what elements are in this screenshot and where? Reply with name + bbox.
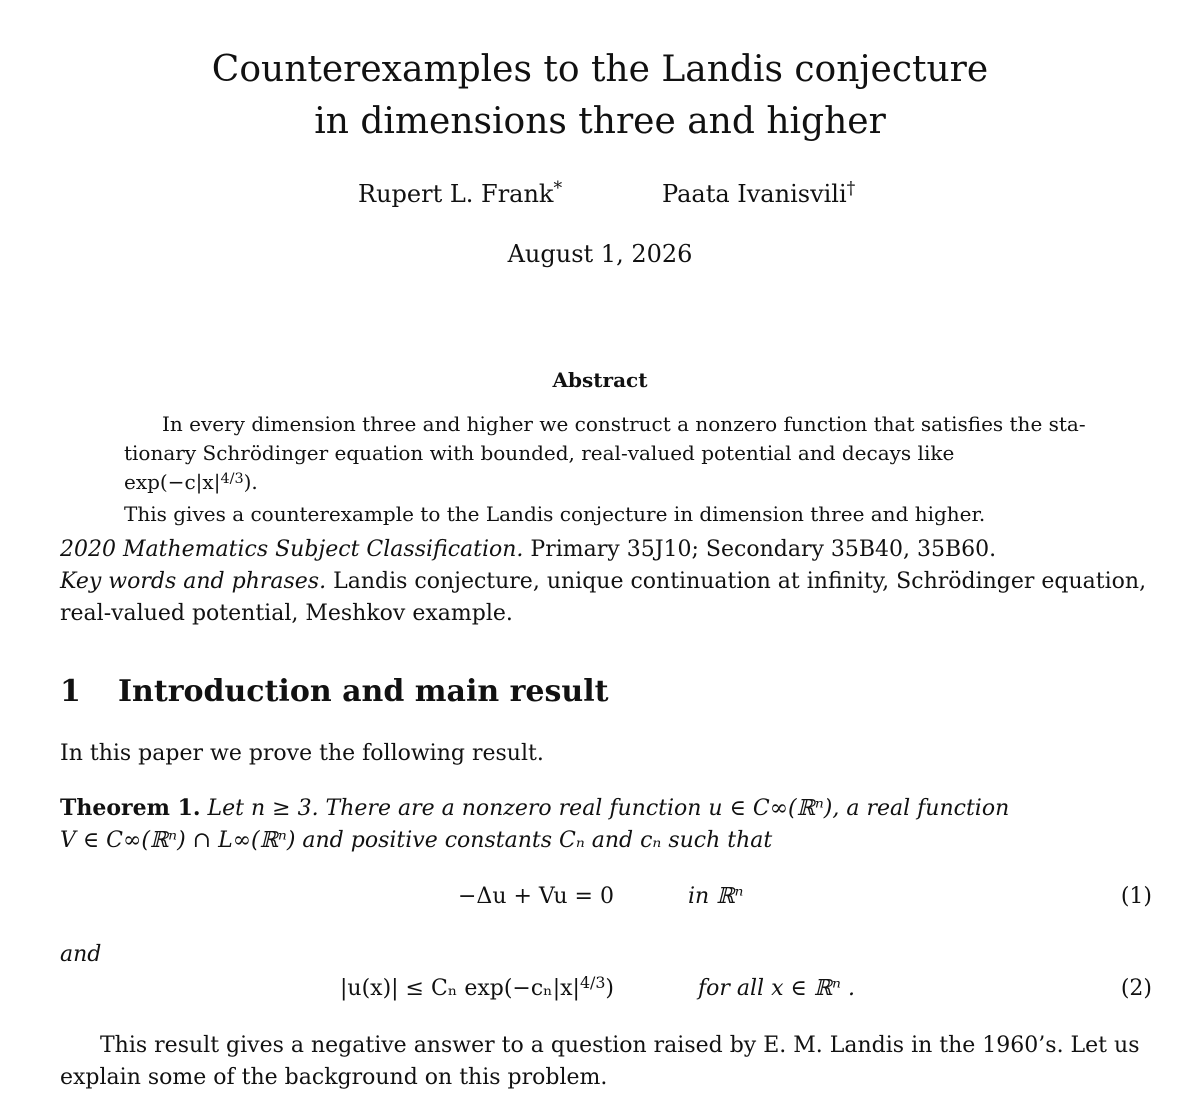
paper-date: August 1, 2026 [507,240,693,268]
theorem-heading: Theorem 1. [60,795,201,821]
abstract-body [124,410,1092,529]
equation-2-condition: for all x ∈ ℝⁿ . [698,976,855,1001]
equation-2-lhs-a: |u(x)| ≤ Cₙ exp(−cₙ|x| [340,976,580,1001]
section-number: 1 [60,674,81,709]
title-line-1: Counterexamples to the Landis conjecture [211,49,989,90]
keywords-line-1 [60,566,1152,598]
equation-2-lhs-b: ) [605,976,615,1001]
theorem-line-1 [60,792,1152,825]
equation-1-number: (1) [1120,884,1152,909]
theorem-text-1: Let n ≥ 3. There are a nonzero real function u ∈ C∞(ℝⁿ), a real function [200,796,1010,821]
msc-text: Primary 35J10; Secondary 35B40, 35B60. [523,537,997,562]
msc-label: 2020 Mathematics Subject Classification. [60,537,524,562]
section-title: Introduction and main result [118,674,609,709]
author-1-mark: * [553,179,563,200]
classification-block [60,534,1152,630]
equation-1-lhs: −Δu + Vu = 0 [458,884,614,909]
equation-2-exponent: 4/3 [579,972,606,992]
equation-1-condition: in ℝⁿ [688,884,744,909]
intro-paragraph: In this paper we prove the following result. [60,741,544,766]
keywords-text-1: Landis conjecture, unique continuation at infinity, Schrödinger equation, [326,569,1147,594]
abstract-line-2-text: tionary Schrödinger equation with bounded, real-valued potential and decays like exp(−c|x| [124,441,955,494]
title-line-2: in dimensions three and higher [314,101,886,142]
equation-2-number: (2) [1120,976,1152,1001]
theorem-1 [60,792,1152,857]
closing-paragraph [60,1030,1152,1094]
msc-line [60,534,1152,566]
section-heading [60,674,608,709]
author-2-mark: † [846,179,856,200]
abstract-line-2 [124,439,1092,500]
and-word: and [60,942,102,967]
paper-title [0,44,1200,148]
abstract-line-3: This gives a counterexample to the Landis conjecture in dimension three and higher. [124,502,986,526]
closing-line-1: This result gives a negative answer to a question raised by E. M. Landis in the 1960’s. Let us [100,1033,1140,1058]
abstract-exponent: 4/3 [220,470,244,487]
keywords-label: Key words and phrases. [60,569,327,594]
keywords-line-2: real-valued potential, Meshkov example. [60,601,513,626]
abstract-heading: Abstract [552,368,648,392]
abstract-line-1: In every dimension three and higher we construct a nonzero function that satisfies the sta- [162,412,1086,436]
author-1 [358,180,562,208]
abstract-line-2-tail: ). [243,470,258,494]
closing-line-2: explain some of the background on this problem. [60,1065,608,1090]
equation-2-lhs [340,972,615,1001]
author-2-name: Paata Ivanisvili [662,180,847,208]
theorem-line-2: V ∈ C∞(ℝⁿ) ∩ L∞(ℝⁿ) and positive constants Cₙ and cₙ such that [60,828,773,853]
author-1-name: Rupert L. Frank [358,180,554,208]
author-2 [662,180,855,208]
